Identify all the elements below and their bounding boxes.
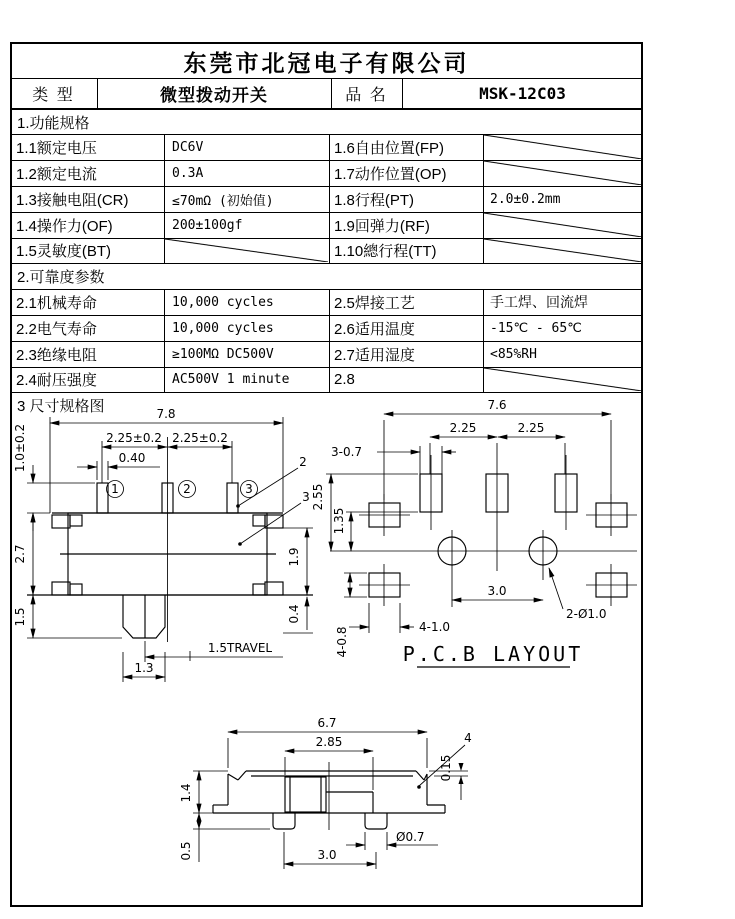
dim-pad: 3-0.7: [331, 445, 363, 459]
dim-lid-thickness: 0.15: [439, 754, 453, 782]
spec-label: 1.8行程(PT): [334, 191, 415, 209]
dim-width: 7.8: [156, 407, 176, 421]
dim-inner-height: 1.9: [287, 547, 301, 567]
spec-label: 1.9回弹力(RF): [334, 217, 430, 235]
dim-pcb-width: 7.6: [487, 398, 507, 412]
section2-title: 2.可靠度参数: [17, 269, 105, 286]
grid-line: [329, 134, 330, 263]
type-label: 类 型: [32, 87, 75, 104]
spec-label: 2.4耐压强度: [16, 372, 97, 389]
spec-value: 10,000 cycles: [172, 320, 274, 336]
dim-pcb-inner: 1.35: [332, 507, 346, 535]
spec-label: 2.3绝缘电阻: [16, 346, 97, 364]
spec-value: ≥100MΩ DC500V: [172, 346, 274, 362]
dim-leg-dia: Ø0.7: [396, 830, 425, 844]
empty-cell-slash: [165, 239, 328, 262]
dim-hole: 2-Ø1.0: [566, 607, 607, 621]
spec-label: 1.10總行程(TT): [334, 243, 437, 260]
empty-cell-slash: [484, 135, 642, 159]
dim-offset: 0.4: [287, 604, 301, 624]
leader-part-4: 4: [464, 731, 472, 745]
dim-side-width: 6.7: [317, 716, 337, 730]
spec-label: 1.2额定电流: [16, 165, 97, 183]
spec-label: 1.1额定电压: [16, 139, 97, 157]
pin-number-2: 2: [183, 482, 191, 496]
dim-pin-height: 1.0±0.2: [13, 423, 27, 473]
spec-label: 1.7动作位置(OP): [334, 165, 447, 183]
spec-label: 1.6自由位置(FP): [334, 139, 445, 157]
dim-stem-span: 2.85: [315, 735, 343, 749]
leader-part-2: 2: [299, 455, 307, 469]
spec-value: 200±100gf: [172, 217, 243, 233]
spec-value: 2.0±0.2mm: [490, 191, 561, 207]
dim-travel: 1.5TRAVEL: [207, 641, 273, 655]
spec-value: ≤70mΩ (初始值): [172, 193, 274, 209]
spec-value: -15℃ - 65℃: [490, 320, 582, 336]
spec-label: 2.5焊接工艺: [334, 294, 415, 312]
dim-pitch-2: 2.25±0.2: [172, 431, 228, 445]
dim-corner-pad-width: 4-1.0: [419, 620, 451, 634]
spec-value: <85%RH: [490, 346, 537, 362]
pin-number-3: 3: [245, 482, 253, 496]
company-title: 东莞市北冠电子有限公司: [183, 49, 470, 76]
dim-stem-width: 1.3: [134, 661, 154, 675]
spec-label: 2.2电气寿命: [16, 320, 97, 338]
empty-cell-slash: [484, 213, 642, 237]
spec-value: DC6V: [172, 139, 204, 155]
dim-body-height: 2.7: [13, 544, 27, 564]
pin-number-1: 1: [111, 482, 119, 496]
type-value: 微型拨动开关: [160, 86, 268, 105]
spec-label: 2.8: [334, 371, 355, 388]
empty-cell-slash: [484, 239, 642, 262]
dim-hole-span: 3.0: [487, 584, 507, 598]
spec-value: 手工焊、回流焊: [490, 294, 588, 310]
dim-pitch-1: 2.25±0.2: [106, 431, 162, 445]
empty-cell-slash: [484, 368, 642, 391]
section1-title: 1.功能规格: [17, 115, 90, 132]
dim-leg-span: 3.0: [317, 848, 337, 862]
dim-pin-width: 0.40: [118, 451, 146, 465]
grid-line: [164, 289, 165, 392]
dim-stem-height: 1.5: [13, 607, 27, 627]
dim-side-height: 1.4: [179, 783, 193, 803]
dim-leg-height: 0.5: [179, 841, 193, 861]
part-number: MSK-12C03: [479, 84, 566, 103]
spec-label: 1.3接触电阻(CR): [16, 191, 129, 209]
spec-value: 10,000 cycles: [172, 294, 274, 310]
leader-part-3: 3: [302, 490, 310, 504]
section3-title: 3 尺寸规格图: [17, 398, 105, 415]
grid-line: [329, 289, 330, 392]
spec-label: 2.1机械寿命: [16, 294, 97, 312]
spec-value: AC500V 1 minute: [172, 372, 290, 387]
pcb-layout-title: P.C.B LAYOUT: [402, 642, 584, 666]
spec-label: 2.6适用温度: [334, 320, 415, 338]
spec-label: 1.5灵敏度(BT): [16, 243, 112, 260]
spec-value: 0.3A: [172, 165, 204, 181]
dim-pcb-height: 2.55: [311, 483, 325, 511]
spec-label: 1.4操作力(OF): [16, 217, 113, 235]
dim-pcb-pitch-1: 2.25: [449, 421, 477, 435]
spec-label: 2.7适用湿度: [334, 346, 415, 364]
dim-corner-pad-height: 4-0.8: [335, 626, 349, 658]
empty-cell-slash: [484, 161, 642, 185]
name-label: 品 名: [345, 87, 388, 104]
dim-pcb-pitch-2: 2.25: [517, 421, 545, 435]
